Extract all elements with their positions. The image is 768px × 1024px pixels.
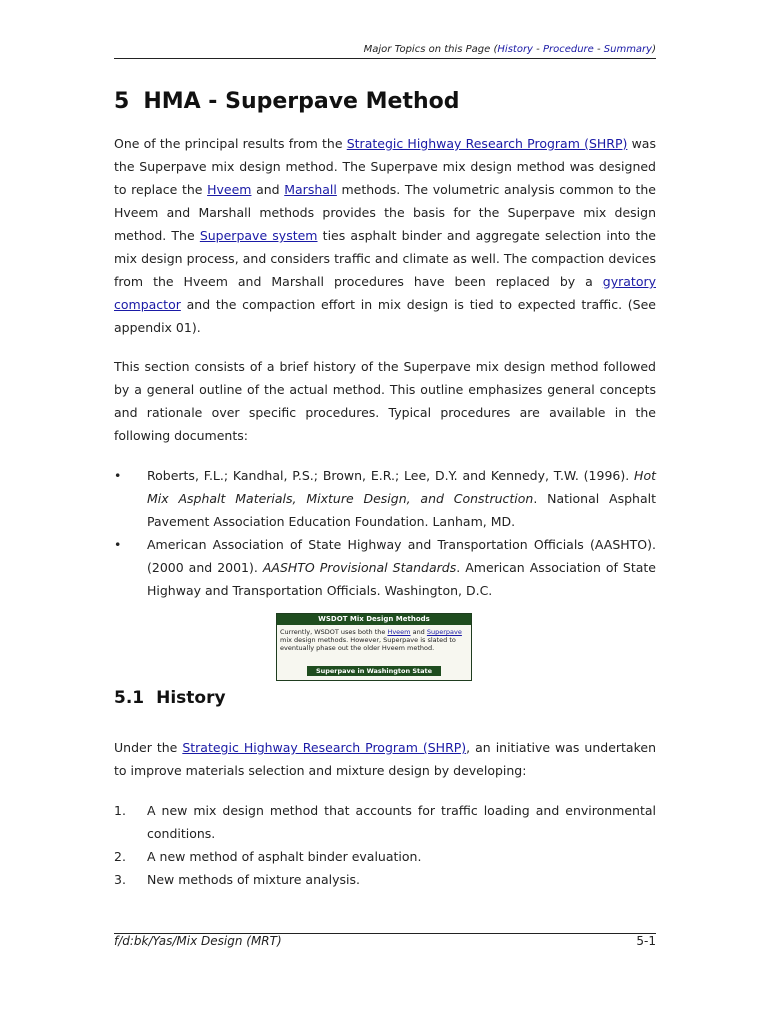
wsdot-hveem-link[interactable]: Hveem <box>387 628 411 636</box>
page-number: 5-1 <box>636 934 656 948</box>
section-paragraph: This section consists of a brief history of the Superpave mix design method followed by a general outline of the actual method. This outline emphasizes general concepts and rationale over specific procedures. Typical procedures are available in the following documents: <box>114 359 656 443</box>
history-paragraph: Under the Strategic Highway Research Program (SHRP), an initiative was undertaken to improve materials selection and mixture design by developing: <box>114 740 656 778</box>
history-link[interactable]: History <box>497 44 533 55</box>
footer-path: f/d:bk/Yas/Mix Design (MRT) <box>114 934 282 948</box>
document-page <box>114 0 656 1024</box>
wsdot-mix-design-box <box>276 613 472 681</box>
list-item: 1. A new mix design method that accounts for traffic loading and environmental conditions. <box>114 803 656 841</box>
header-rule <box>114 58 656 59</box>
list-item: • American Association of State Highway and Transportation Officials (AASHTO). (2000 and 2001). AASHTO Provisional Standards. American Association of State Highway and Transportation Officials. Washington, D.C. <box>114 533 656 602</box>
gyratory-compactor-link[interactable]: gyratory compactor <box>114 274 656 312</box>
development-list <box>114 799 656 891</box>
marshall-link[interactable]: Marshall <box>284 182 337 197</box>
hveem-link[interactable]: Hveem <box>207 182 252 197</box>
reference-list <box>114 464 656 602</box>
page-title: 5 HMA - Superpave Method <box>114 89 460 114</box>
history-shrp-link[interactable]: Strategic Highway Research Program (SHRP) <box>182 740 467 755</box>
list-item: 2. A new method of asphalt binder evaluation. <box>114 849 422 864</box>
wsdot-box-title: WSDOT Mix Design Methods <box>277 614 471 625</box>
superpave-in-washington-button[interactable]: Superpave in Washington State <box>307 666 441 676</box>
wsdot-box-text: Currently, WSDOT uses both the Hveem and Superpave mix design methods. However, Superpave is slated to eventually phase out the older Hveem method. <box>280 628 462 652</box>
superpave-system-link[interactable]: Superpave system <box>199 228 318 243</box>
history-heading: 5.1 History <box>114 688 226 708</box>
procedure-link[interactable]: Procedure <box>542 44 594 55</box>
shrp-link[interactable]: Strategic Highway Research Program (SHRP) <box>346 136 628 151</box>
summary-link[interactable]: Summary <box>603 44 653 55</box>
wsdot-superpave-link[interactable]: Superpave <box>426 628 462 636</box>
major-topics-header: Major Topics on this Page (History - Procedure - Summary) <box>363 44 656 55</box>
intro-paragraph: One of the principal results from the Strategic Highway Research Program (SHRP) was the Superpave mix design method. The Superpave mix design method was designed to replace the Hveem and Marshall methods. The volumetric analysis common to the Hveem and Marshall methods provides the basis for the Superpave mix design method. The Superpave system ties asphalt binder and aggregate selection into the mix design process, and considers traffic and climate as well. The compaction devices from the Hveem and Marshall procedures have been replaced by a gyratory compactor and the compaction effort in mix design is tied to expected traffic. (See appendix 01). <box>114 136 657 335</box>
list-item: • Roberts, F.L.; Kandhal, P.S.; Brown, E.R.; Lee, D.Y. and Kennedy, T.W. (1996). Hot Mix Asphalt Materials, Mixture Design, and Construction. National Asphalt Pavement Association Education Foundation. Lanham, MD. <box>114 464 656 533</box>
list-item: 3. New methods of mixture analysis. <box>114 872 361 887</box>
